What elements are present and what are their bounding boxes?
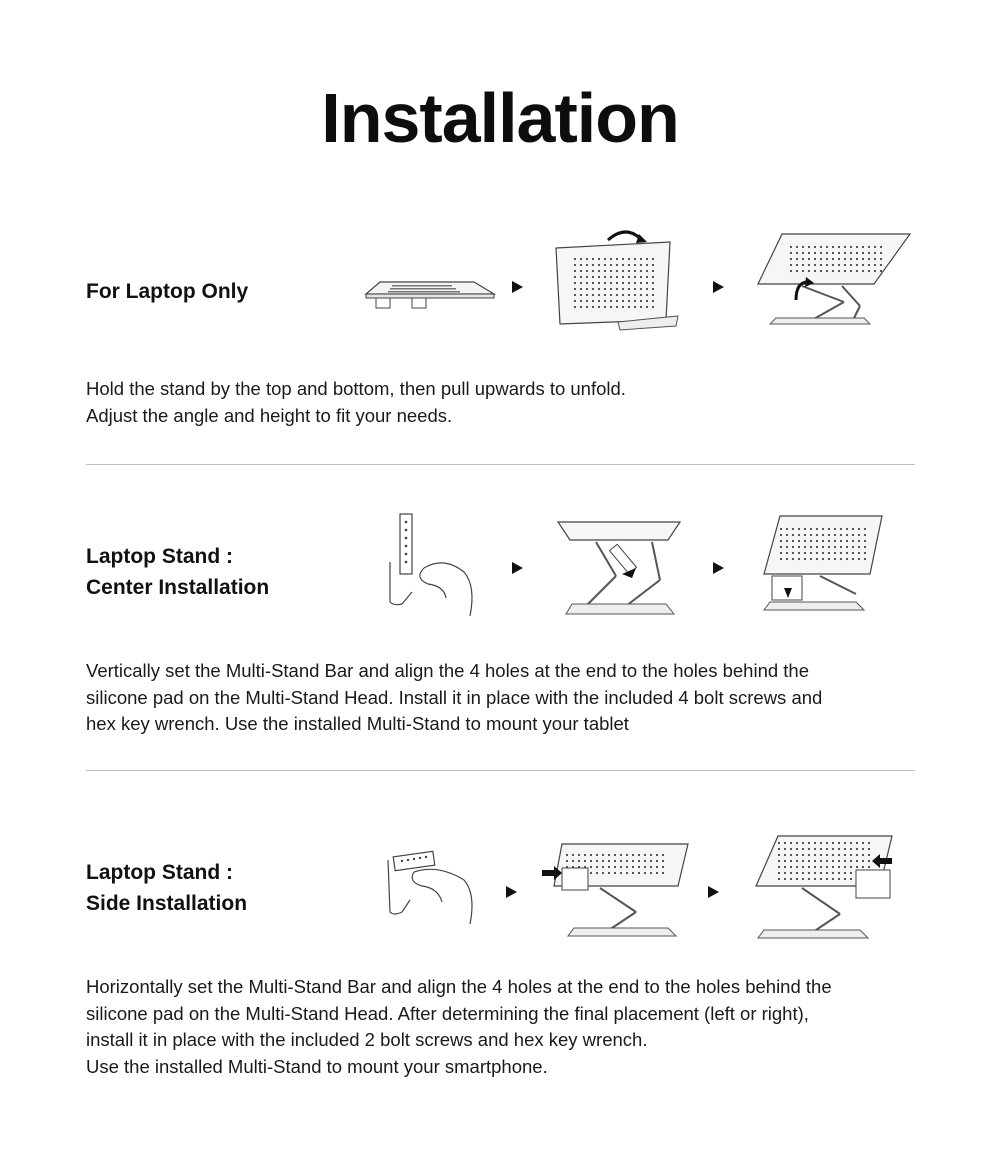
- description-line: install it in place with the included 2 bolt screws and hex key wrench.: [86, 1029, 648, 1050]
- unfolding-stand-illustration: [548, 226, 683, 332]
- unfolded-stand-illustration: [752, 226, 912, 326]
- hand-attaching-bar-illustration: [384, 512, 484, 624]
- section-heading-line: Center Installation: [86, 576, 270, 599]
- description-line: Hold the stand by the top and bottom, then pull upwards to unfold.: [86, 378, 626, 399]
- center-bar-installed-illustration: [760, 514, 885, 614]
- section-heading-line: Side Installation: [86, 892, 248, 915]
- hand-attaching-side-bar-illustration: [384, 850, 484, 930]
- folded-stand-illustration: [362, 280, 497, 312]
- description-line: Adjust the angle and height to fit your needs.: [86, 404, 453, 426]
- description-line: Use the installed Multi-Stand to mount your smartphone.: [86, 1055, 548, 1077]
- step-arrow-icon: [512, 281, 523, 293]
- section-divider: [86, 464, 915, 465]
- center-bar-mounting-illustration: [556, 518, 681, 618]
- step-arrow-icon: [713, 562, 724, 574]
- section-heading-line: Laptop Stand :: [86, 861, 233, 884]
- section-heading-laptop-only: [86, 276, 248, 307]
- section-heading-side-installation: [86, 857, 247, 919]
- description-line: Horizontally set the Multi-Stand Bar and align the 4 holes at the end to the holes behind the: [86, 976, 832, 997]
- page-title: Installation: [321, 79, 679, 157]
- step-arrow-icon: [506, 886, 517, 898]
- side-bar-installed-illustration: [752, 834, 897, 944]
- description-line: silicone pad on the Multi-Stand Head. Install it in place with the included 4 bolt screws and: [86, 686, 823, 708]
- description-line: silicone pad on the Multi-Stand Head. After determining the final placement (left or right),: [86, 1002, 809, 1024]
- section-divider: [86, 770, 915, 771]
- step-arrow-icon: [713, 281, 724, 293]
- section-heading-line: For Laptop Only: [86, 280, 249, 303]
- section-heading-center-installation: [86, 541, 269, 603]
- section-description: [86, 376, 926, 429]
- section-description: [86, 974, 926, 1080]
- section-description: [86, 658, 926, 738]
- step-arrow-icon: [708, 886, 719, 898]
- section-heading-line: Laptop Stand :: [86, 545, 233, 568]
- description-line: hex key wrench. Use the installed Multi-Stand to mount your tablet: [86, 713, 629, 734]
- side-bar-mounting-illustration: [540, 840, 690, 940]
- description-line: Vertically set the Multi-Stand Bar and align the 4 holes at the end to the holes behind the: [86, 660, 809, 681]
- step-arrow-icon: [512, 562, 523, 574]
